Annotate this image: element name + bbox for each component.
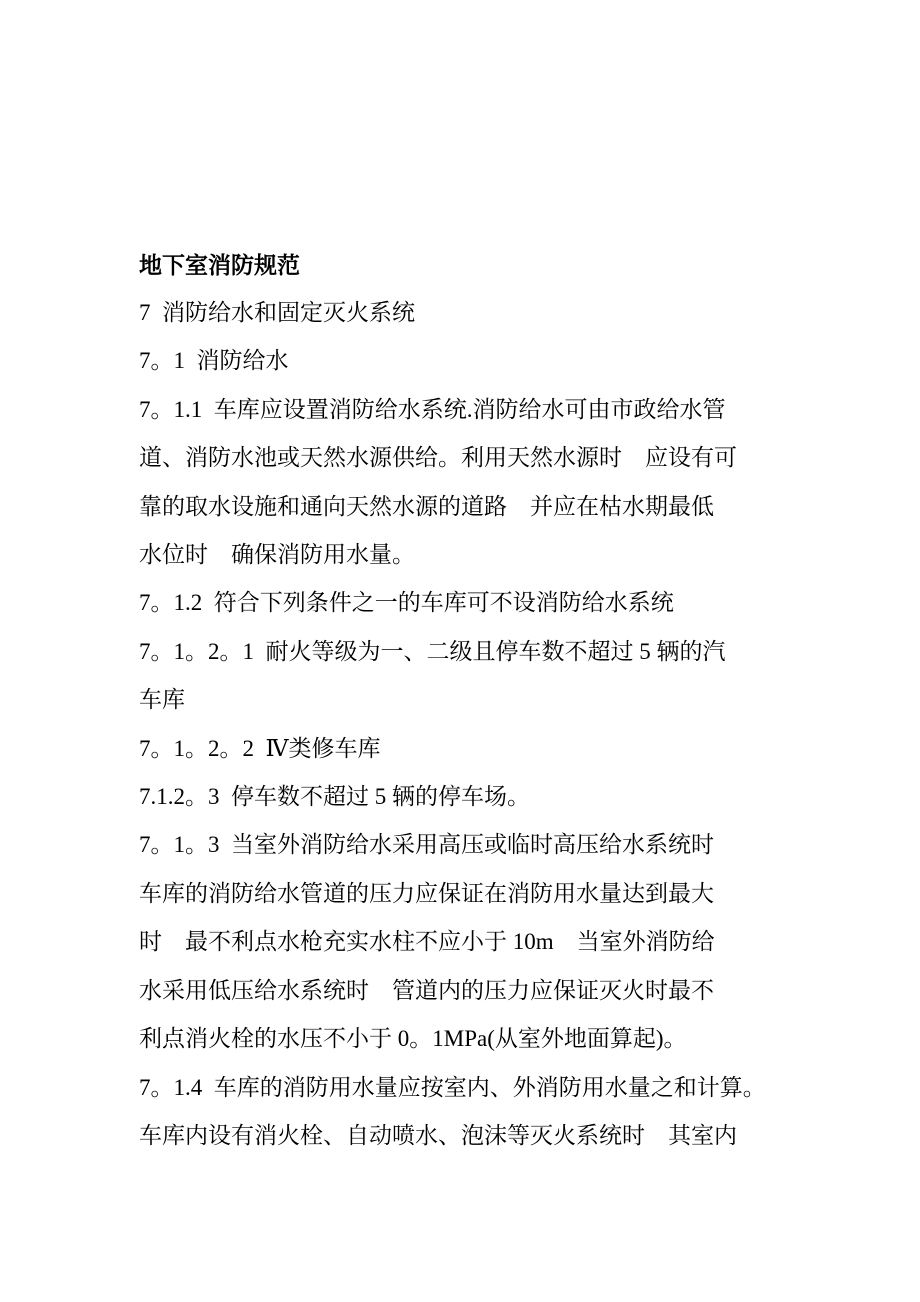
text-line: 利点消火栓的水压不小于 0。1MPa(从室外地面算起)。 (139, 1026, 687, 1052)
text-line: 7。1 消防给水 (139, 348, 289, 374)
text-line: 水位时 确保消防用水量。 (139, 542, 415, 568)
text-line: 时 最不利点水枪充实水柱不应小于 10m 当室外消防给 (139, 929, 715, 955)
text-line: 道、消防水池或天然水源供给。利用天然水源时 应设有可 (139, 445, 737, 471)
text-line: 7 消防给水和固定灭火系统 (139, 300, 415, 325)
text-line: 7。1。3 当室外消防给水采用高压或临时高压给水系统时 (139, 832, 714, 858)
text-line: 7。1。2。2 Ⅳ类修车库 (139, 735, 381, 761)
text-line: 车库 (139, 687, 185, 713)
document-title: 地下室消防规范 (139, 253, 300, 279)
text-line: 7。1.2 符合下列条件之一的车库可不设消防给水系统 (139, 590, 674, 616)
text-line: 7。1。2。1 耐火等级为一、二级且停车数不超过 5 辆的汽 (139, 638, 726, 664)
document-body (139, 243, 799, 1160)
text-line: 水采用低压给水系统时 管道内的压力应保证灭火时最不 (139, 977, 714, 1003)
text-line: 7。1.4 车库的消防用水量应按室内、外消防用水量之和计算。 (139, 1074, 766, 1100)
text-line: 车库的消防给水管道的压力应保证在消防用水量达到最大 (139, 880, 714, 906)
text-line: 7.1.2。3 停车数不超过 5 辆的停车场。 (139, 784, 530, 810)
text-line: 7。1.1 车库应设置消防给水系统.消防给水可由市政给水管 (139, 396, 726, 422)
text-line: 靠的取水设施和通向天然水源的道路 并应在枯水期最低 (139, 493, 714, 519)
text-line: 车库内设有消火栓、自动喷水、泡沫等灭火系统时 其室内 (139, 1122, 737, 1148)
